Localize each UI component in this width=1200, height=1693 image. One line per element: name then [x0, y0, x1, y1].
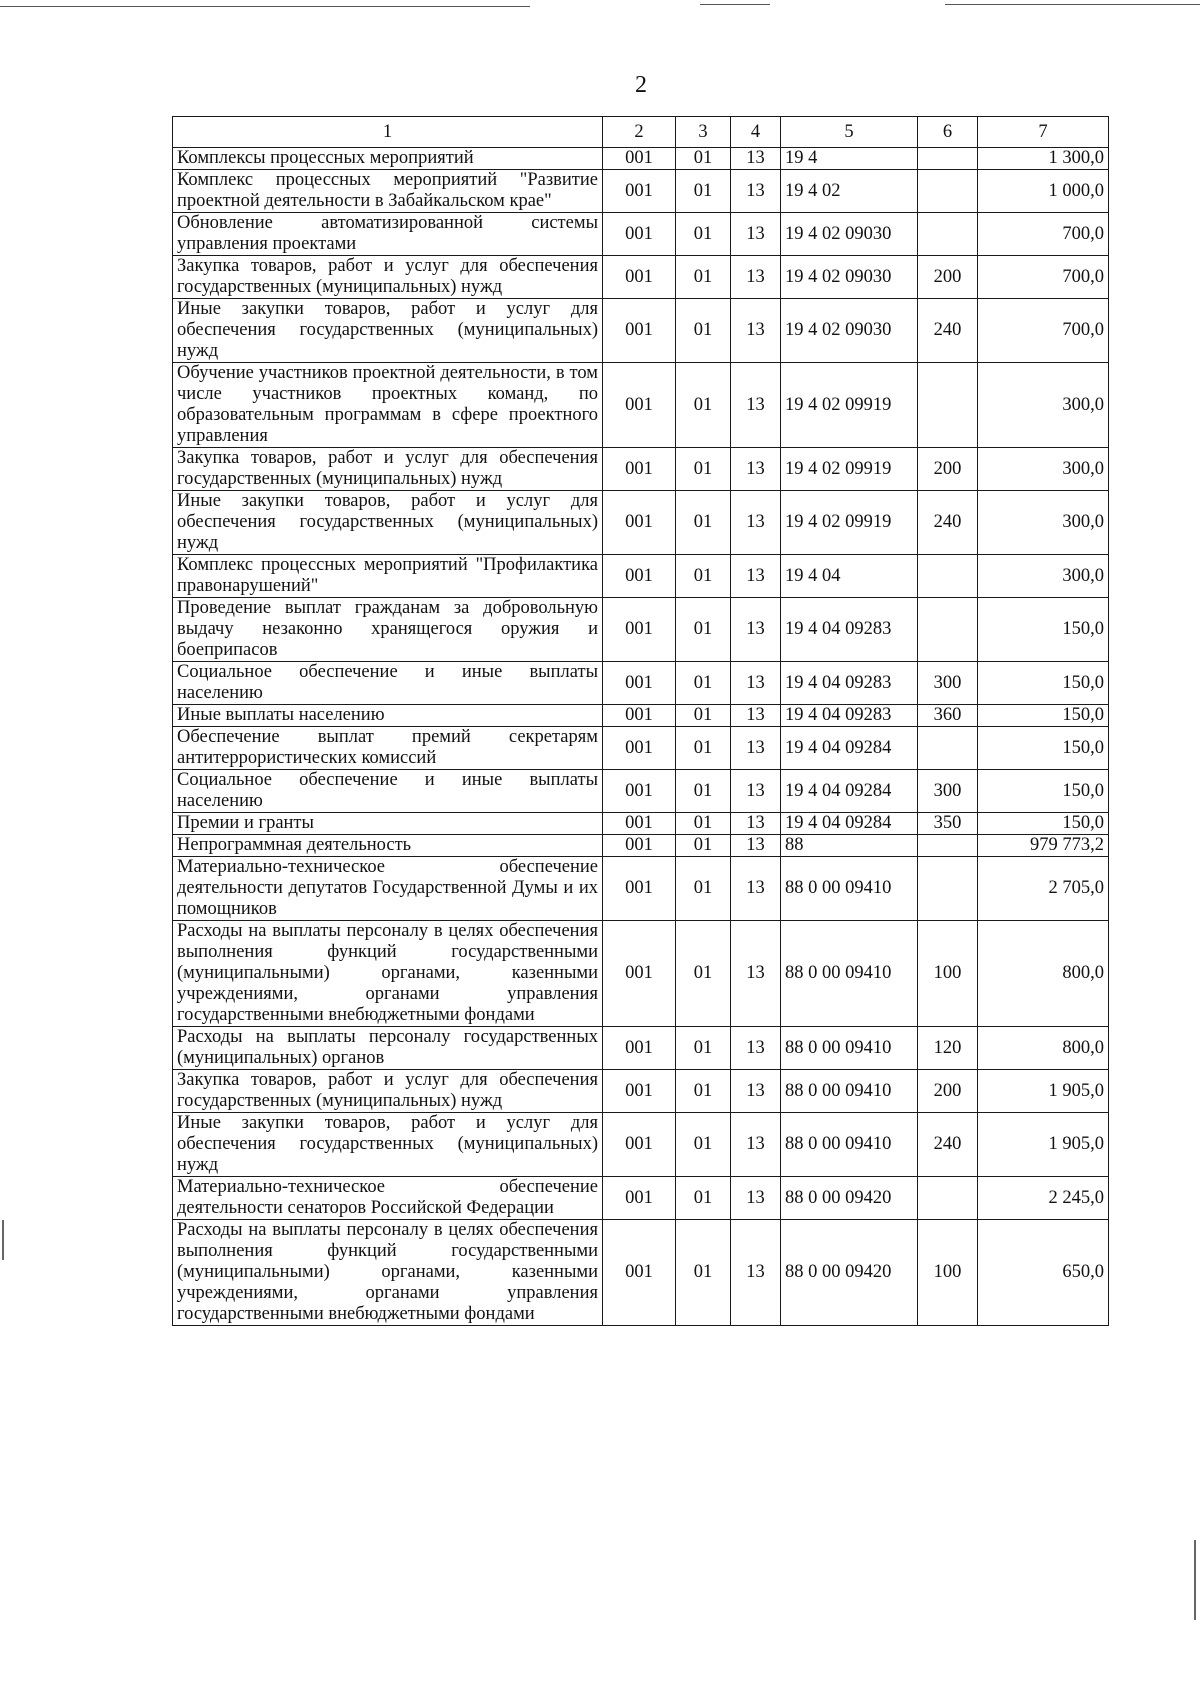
row-col2-cell: 001	[603, 1070, 676, 1113]
row-col4-cell: 13	[731, 448, 781, 491]
row-col3-cell: 01	[676, 148, 731, 170]
row-amount-cell: 150,0	[978, 705, 1109, 727]
row-col2-cell: 001	[603, 770, 676, 813]
row-code-cell: 19 4 04 09283	[781, 662, 918, 705]
row-code-cell: 88 0 00 09410	[781, 1070, 918, 1113]
table-row	[173, 148, 1109, 170]
row-col4-cell: 13	[731, 727, 781, 770]
header-cell-1: 1	[173, 117, 603, 148]
row-col2-cell: 001	[603, 835, 676, 857]
row-amount-cell: 700,0	[978, 256, 1109, 299]
row-col2-cell: 001	[603, 448, 676, 491]
table-row	[173, 1113, 1109, 1177]
row-col2-cell: 001	[603, 256, 676, 299]
row-name-cell: Иные выплаты населению	[173, 705, 603, 727]
row-amount-cell: 150,0	[978, 770, 1109, 813]
row-amount-cell: 150,0	[978, 727, 1109, 770]
row-col4-cell: 13	[731, 662, 781, 705]
row-col3-cell: 01	[676, 448, 731, 491]
row-col3-cell: 01	[676, 1070, 731, 1113]
row-name-cell: Комплекс процессных мероприятий "Развитие проектной деятельности в Забайкальском крае"	[173, 170, 603, 213]
row-amount-cell: 1 905,0	[978, 1070, 1109, 1113]
header-cell-4: 4	[731, 117, 781, 148]
row-code-cell: 19 4 02 09030	[781, 213, 918, 256]
row-col3-cell: 01	[676, 813, 731, 835]
row-code-cell: 19 4 02 09030	[781, 299, 918, 363]
row-name-cell: Обеспечение выплат премий секретарям антитеррористических комиссий	[173, 727, 603, 770]
row-amount-cell: 2 245,0	[978, 1177, 1109, 1220]
row-col3-cell: 01	[676, 299, 731, 363]
row-col2-cell: 001	[603, 170, 676, 213]
table-row	[173, 448, 1109, 491]
row-amount-cell: 300,0	[978, 448, 1109, 491]
row-code-cell: 88 0 00 09410	[781, 857, 918, 921]
row-name-cell: Социальное обеспечение и иные выплаты населению	[173, 662, 603, 705]
row-type-cell: 100	[918, 1220, 978, 1326]
row-col4-cell: 13	[731, 363, 781, 448]
row-col2-cell: 001	[603, 363, 676, 448]
row-type-cell: 360	[918, 705, 978, 727]
row-col3-cell: 01	[676, 256, 731, 299]
row-col3-cell: 01	[676, 170, 731, 213]
row-code-cell: 19 4 04 09283	[781, 705, 918, 727]
row-col2-cell: 001	[603, 1220, 676, 1326]
header-cell-3: 3	[676, 117, 731, 148]
row-col4-cell: 13	[731, 491, 781, 555]
row-col3-cell: 01	[676, 555, 731, 598]
row-amount-cell: 300,0	[978, 363, 1109, 448]
row-amount-cell: 700,0	[978, 213, 1109, 256]
row-col4-cell: 13	[731, 813, 781, 835]
header-cell-5: 5	[781, 117, 918, 148]
table-header-row	[173, 117, 1109, 148]
table-row	[173, 813, 1109, 835]
row-code-cell: 88 0 00 09420	[781, 1177, 918, 1220]
row-type-cell	[918, 598, 978, 662]
row-code-cell: 19 4 02	[781, 170, 918, 213]
row-col4-cell: 13	[731, 1113, 781, 1177]
row-name-cell: Обновление автоматизированной системы управления проектами	[173, 213, 603, 256]
row-col2-cell: 001	[603, 857, 676, 921]
row-col2-cell: 001	[603, 555, 676, 598]
row-amount-cell: 700,0	[978, 299, 1109, 363]
row-type-cell	[918, 857, 978, 921]
header-cell-7: 7	[978, 117, 1109, 148]
row-col3-cell: 01	[676, 213, 731, 256]
row-code-cell: 19 4 02 09030	[781, 256, 918, 299]
table-row	[173, 727, 1109, 770]
row-code-cell: 19 4 02 09919	[781, 491, 918, 555]
row-col2-cell: 001	[603, 598, 676, 662]
row-col4-cell: 13	[731, 1220, 781, 1326]
row-code-cell: 88 0 00 09410	[781, 921, 918, 1027]
row-col3-cell: 01	[676, 857, 731, 921]
table-row	[173, 857, 1109, 921]
row-amount-cell: 2 705,0	[978, 857, 1109, 921]
row-code-cell: 88 0 00 09410	[781, 1113, 918, 1177]
row-type-cell: 120	[918, 1027, 978, 1070]
row-type-cell: 240	[918, 491, 978, 555]
row-col3-cell: 01	[676, 705, 731, 727]
row-col2-cell: 001	[603, 705, 676, 727]
row-col4-cell: 13	[731, 921, 781, 1027]
table-row	[173, 299, 1109, 363]
row-type-cell: 200	[918, 256, 978, 299]
table-row	[173, 170, 1109, 213]
row-amount-cell: 1 905,0	[978, 1113, 1109, 1177]
row-type-cell: 350	[918, 813, 978, 835]
row-amount-cell: 650,0	[978, 1220, 1109, 1326]
table-row	[173, 1177, 1109, 1220]
row-code-cell: 19 4 04 09283	[781, 598, 918, 662]
row-code-cell: 88 0 00 09410	[781, 1027, 918, 1070]
table-row	[173, 1220, 1109, 1326]
row-col3-cell: 01	[676, 770, 731, 813]
row-code-cell: 19 4 04 09284	[781, 727, 918, 770]
row-col4-cell: 13	[731, 256, 781, 299]
row-col3-cell: 01	[676, 835, 731, 857]
row-type-cell: 240	[918, 299, 978, 363]
table-row	[173, 705, 1109, 727]
row-code-cell: 19 4 04	[781, 555, 918, 598]
row-type-cell	[918, 727, 978, 770]
row-amount-cell: 1 300,0	[978, 148, 1109, 170]
table-row	[173, 1070, 1109, 1113]
row-col4-cell: 13	[731, 213, 781, 256]
row-code-cell: 88	[781, 835, 918, 857]
row-name-cell: Премии и гранты	[173, 813, 603, 835]
row-name-cell: Иные закупки товаров, работ и услуг для обеспечения государственных (муниципальных) нужд	[173, 299, 603, 363]
table-row	[173, 213, 1109, 256]
table-row	[173, 491, 1109, 555]
row-type-cell: 100	[918, 921, 978, 1027]
row-col4-cell: 13	[731, 857, 781, 921]
row-col4-cell: 13	[731, 170, 781, 213]
row-col3-cell: 01	[676, 662, 731, 705]
table-row	[173, 363, 1109, 448]
table-row	[173, 256, 1109, 299]
row-amount-cell: 150,0	[978, 662, 1109, 705]
row-col2-cell: 001	[603, 299, 676, 363]
page-number: 2	[635, 72, 647, 98]
header-cell-6: 6	[918, 117, 978, 148]
row-amount-cell: 300,0	[978, 491, 1109, 555]
row-col2-cell: 001	[603, 921, 676, 1027]
row-col4-cell: 13	[731, 1177, 781, 1220]
row-type-cell	[918, 1177, 978, 1220]
row-col3-cell: 01	[676, 598, 731, 662]
row-type-cell: 200	[918, 1070, 978, 1113]
row-type-cell	[918, 363, 978, 448]
row-col3-cell: 01	[676, 363, 731, 448]
row-col3-cell: 01	[676, 921, 731, 1027]
row-code-cell: 19 4 02 09919	[781, 448, 918, 491]
row-name-cell: Закупка товаров, работ и услуг для обеспечения государственных (муниципальных) нужд	[173, 448, 603, 491]
scan-edge-line-top-left	[0, 6, 530, 7]
row-amount-cell: 300,0	[978, 555, 1109, 598]
row-name-cell: Материально-техническое обеспечение деятельности сенаторов Российской Федерации	[173, 1177, 603, 1220]
row-type-cell: 200	[918, 448, 978, 491]
row-type-cell	[918, 213, 978, 256]
row-name-cell: Расходы на выплаты персоналу в целях обеспечения выполнения функций государственными (муниципальными) органами, казенными учреждениями, органами управления государственными внебюджетными фондами	[173, 921, 603, 1027]
row-col4-cell: 13	[731, 770, 781, 813]
row-col2-cell: 001	[603, 1027, 676, 1070]
row-col4-cell: 13	[731, 705, 781, 727]
row-code-cell: 88 0 00 09420	[781, 1220, 918, 1326]
row-col3-cell: 01	[676, 1177, 731, 1220]
row-type-cell	[918, 170, 978, 213]
row-name-cell: Материально-техническое обеспечение деятельности депутатов Государственной Думы и их помощников	[173, 857, 603, 921]
table-row	[173, 770, 1109, 813]
row-code-cell: 19 4 02 09919	[781, 363, 918, 448]
row-name-cell: Комплексы процессных мероприятий	[173, 148, 603, 170]
row-amount-cell: 150,0	[978, 598, 1109, 662]
row-type-cell: 300	[918, 770, 978, 813]
table-row	[173, 662, 1109, 705]
row-name-cell: Социальное обеспечение и иные выплаты населению	[173, 770, 603, 813]
row-col2-cell: 001	[603, 491, 676, 555]
row-amount-cell: 800,0	[978, 1027, 1109, 1070]
row-type-cell: 300	[918, 662, 978, 705]
header-cell-2: 2	[603, 117, 676, 148]
row-col4-cell: 13	[731, 299, 781, 363]
row-name-cell: Обучение участников проектной деятельности, в том числе участников проектных команд, по образовательным программам в сфере проектного управления	[173, 363, 603, 448]
row-type-cell: 240	[918, 1113, 978, 1177]
budget-table	[172, 116, 1109, 1326]
row-name-cell: Расходы на выплаты персоналу в целях обеспечения выполнения функций государственными (муниципальными) органами, казенными учреждениями, органами управления государственными внебюджетными фондами	[173, 1220, 603, 1326]
row-col4-cell: 13	[731, 555, 781, 598]
row-col2-cell: 001	[603, 813, 676, 835]
row-col4-cell: 13	[731, 1027, 781, 1070]
row-col3-cell: 01	[676, 491, 731, 555]
row-code-cell: 19 4 04 09284	[781, 770, 918, 813]
row-col3-cell: 01	[676, 1220, 731, 1326]
row-amount-cell: 800,0	[978, 921, 1109, 1027]
row-col3-cell: 01	[676, 727, 731, 770]
scan-edge-line-top-mid	[700, 4, 770, 5]
scan-edge-line-right	[1194, 1540, 1196, 1620]
scan-edge-line-top-right	[945, 4, 1200, 5]
row-col4-cell: 13	[731, 1070, 781, 1113]
row-type-cell	[918, 835, 978, 857]
row-type-cell	[918, 148, 978, 170]
row-code-cell: 19 4	[781, 148, 918, 170]
row-col3-cell: 01	[676, 1113, 731, 1177]
row-code-cell: 19 4 04 09284	[781, 813, 918, 835]
row-name-cell: Иные закупки товаров, работ и услуг для обеспечения государственных (муниципальных) нужд	[173, 1113, 603, 1177]
row-type-cell	[918, 555, 978, 598]
row-col2-cell: 001	[603, 213, 676, 256]
row-col2-cell: 001	[603, 148, 676, 170]
table-row	[173, 921, 1109, 1027]
row-col4-cell: 13	[731, 835, 781, 857]
scan-edge-line-left	[2, 1220, 4, 1260]
row-col2-cell: 001	[603, 727, 676, 770]
row-col4-cell: 13	[731, 148, 781, 170]
table-row	[173, 555, 1109, 598]
row-col2-cell: 001	[603, 1177, 676, 1220]
row-name-cell: Комплекс процессных мероприятий "Профилактика правонарушений"	[173, 555, 603, 598]
table-row	[173, 1027, 1109, 1070]
row-amount-cell: 1 000,0	[978, 170, 1109, 213]
row-name-cell: Расходы на выплаты персоналу государственных (муниципальных) органов	[173, 1027, 603, 1070]
row-name-cell: Закупка товаров, работ и услуг для обеспечения государственных (муниципальных) нужд	[173, 256, 603, 299]
table-row	[173, 598, 1109, 662]
row-col4-cell: 13	[731, 598, 781, 662]
row-col2-cell: 001	[603, 662, 676, 705]
row-col3-cell: 01	[676, 1027, 731, 1070]
row-name-cell: Иные закупки товаров, работ и услуг для обеспечения государственных (муниципальных) нужд	[173, 491, 603, 555]
table-row	[173, 835, 1109, 857]
row-name-cell: Непрограммная деятельность	[173, 835, 603, 857]
row-name-cell: Закупка товаров, работ и услуг для обеспечения государственных (муниципальных) нужд	[173, 1070, 603, 1113]
row-amount-cell: 150,0	[978, 813, 1109, 835]
row-col2-cell: 001	[603, 1113, 676, 1177]
row-name-cell: Проведение выплат гражданам за добровольную выдачу незаконно хранящегося оружия и боеприпасов	[173, 598, 603, 662]
row-amount-cell: 979 773,2	[978, 835, 1109, 857]
